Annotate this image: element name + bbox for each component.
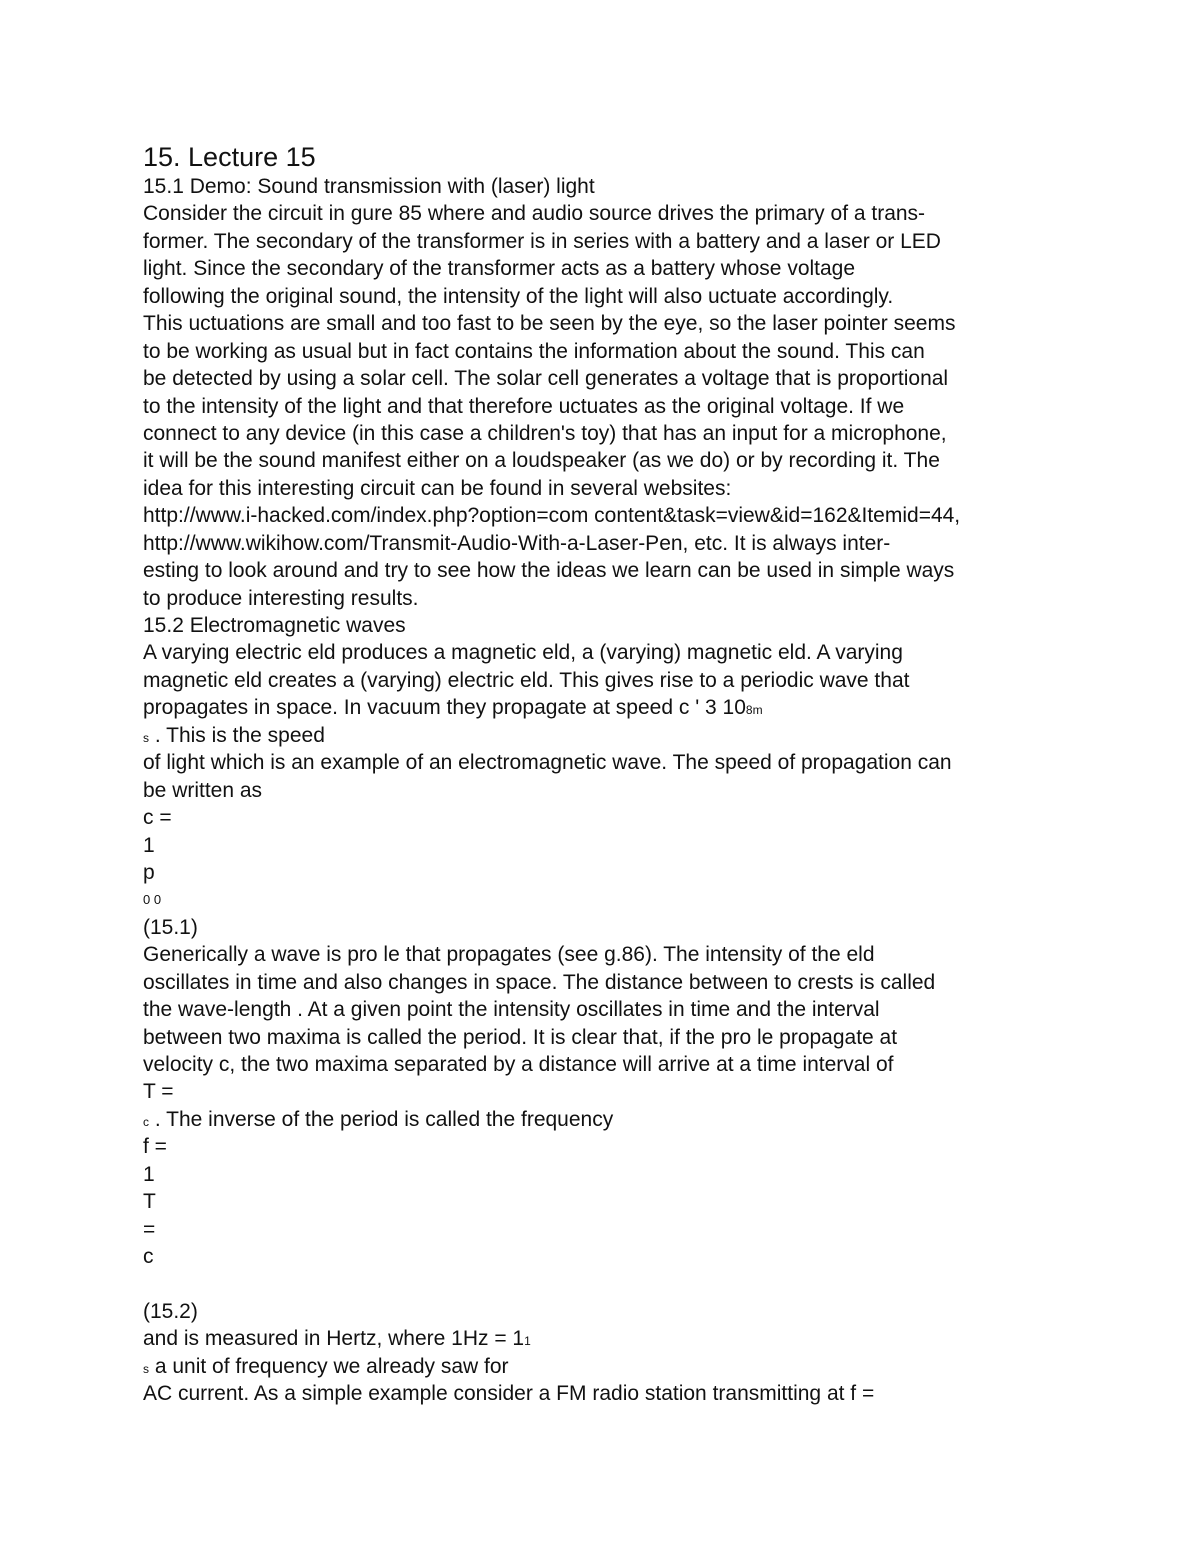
body-line: of light which is an example of an electromagnetic wave. The speed of propagation can — [143, 751, 952, 775]
body-line: light. Since the secondary of the transformer acts as a battery whose voltage — [143, 257, 856, 281]
body-line: be detected by using a solar cell. The solar cell generates a voltage that is proportional — [143, 367, 949, 391]
body-line: be written as — [143, 778, 263, 802]
speed-text: propagates in space. In vacuum they propagate at speed c ' 3 10 — [143, 696, 746, 720]
hertz-unit-s: s — [143, 1361, 149, 1376]
body-line: the wave-length . At a given point the intensity oscillates in time and the interval — [143, 998, 880, 1022]
equation-fragment: 1 — [143, 833, 155, 857]
body-line: to produce interesting results. — [143, 586, 419, 610]
body-line: Generically a wave is pro le that propagates (see g.86). The intensity of the eld — [143, 943, 875, 967]
body-line-hertz-cont — [143, 1353, 1143, 1380]
section-heading-em-waves: 15.2 Electromagnetic waves — [143, 614, 406, 637]
body-line: AC current. As a simple example consider a FM radio station transmitting at f = — [143, 1382, 875, 1406]
equation-fragment: p — [143, 860, 155, 884]
body-line: former. The secondary of the transformer is in series with a battery and a laser or LED — [143, 229, 941, 253]
equation-fragment: T = — [143, 1080, 174, 1104]
period-c: c — [143, 1114, 149, 1129]
period-text: . The inverse of the period is called the frequency — [154, 1107, 614, 1131]
hertz-superscript: 1 — [524, 1334, 531, 1349]
body-line: it will be the sound manifest either on a loudspeaker (as we do) or by recording it. The — [143, 449, 940, 473]
hertz-cont-text: a unit of frequency we already saw for — [154, 1354, 509, 1378]
section-heading-demo: 15.1 Demo: Sound transmission with (laser) light — [143, 175, 595, 198]
equation-fragment: 0 0 — [143, 892, 162, 908]
body-line-hertz — [143, 1325, 1143, 1352]
body-line: This uctuations are small and too fast to be seen by the eye, so the laser pointer seems — [143, 312, 956, 336]
body-line: to the intensity of the light and that therefore uctuates as the original voltage. If we — [143, 394, 905, 418]
equation-fragment: c = — [143, 806, 172, 830]
body-line: idea for this interesting circuit can be found in several websites: — [143, 476, 732, 500]
body-line: magnetic eld creates a (varying) electric eld. This gives rise to a periodic wave that — [143, 668, 910, 692]
body-line-speed — [143, 694, 1143, 721]
body-line: velocity c, the two maxima separated by a distance will arrive at a time interval of — [143, 1053, 894, 1076]
document-body — [143, 173, 1143, 1408]
equation-fragment: f = — [143, 1135, 167, 1159]
equation-fragment: T — [143, 1190, 156, 1214]
equation-number: (15.2) — [143, 1299, 198, 1323]
equation-fragment: 1 — [143, 1162, 155, 1186]
hertz-text: and is measured in Hertz, where 1Hz = 1 — [143, 1327, 525, 1351]
body-line: esting to look around and try to see how the ideas we learn can be used in simple ways — [143, 559, 955, 583]
body-line: to be working as usual but in fact contains the information about the sound. This can — [143, 339, 925, 363]
speed-cont-text: . This is the speed — [154, 723, 325, 747]
url-line: http://www.wikihow.com/Transmit-Audio-With-a-Laser-Pen, etc. It is always inter- — [143, 531, 891, 555]
body-line: between two maxima is called the period. It is clear that, if the pro le propagate at — [143, 1025, 898, 1049]
body-line: A varying electric eld produces a magnetic eld, a (varying) magnetic eld. A varying — [143, 641, 903, 665]
blank-line — [143, 1271, 1143, 1298]
url-line: http://www.i-hacked.com/index.php?option=com content&task=view&id=162&Itemid=44, — [143, 504, 961, 528]
speed-superscript: 8m — [745, 703, 763, 718]
body-line: connect to any device (in this case a children's toy) that has an input for a microphone, — [143, 421, 947, 445]
body-line: oscillates in time and also changes in space. The distance between to crests is called — [143, 970, 936, 994]
equation-number: (15.1) — [143, 915, 198, 939]
equation-fragment: c — [143, 1245, 154, 1269]
speed-unit-s: s — [143, 730, 149, 745]
body-line: Consider the circuit in gure 85 where and audio source drives the primary of a trans- — [143, 202, 926, 226]
body-line-period — [143, 1106, 1143, 1133]
equation-fragment: = — [143, 1217, 156, 1241]
lecture-heading: 15. Lecture 15 — [143, 142, 316, 172]
body-line: following the original sound, the intensity of the light will also uctuate accordingly. — [143, 284, 894, 308]
body-line-speed-cont — [143, 722, 1143, 749]
